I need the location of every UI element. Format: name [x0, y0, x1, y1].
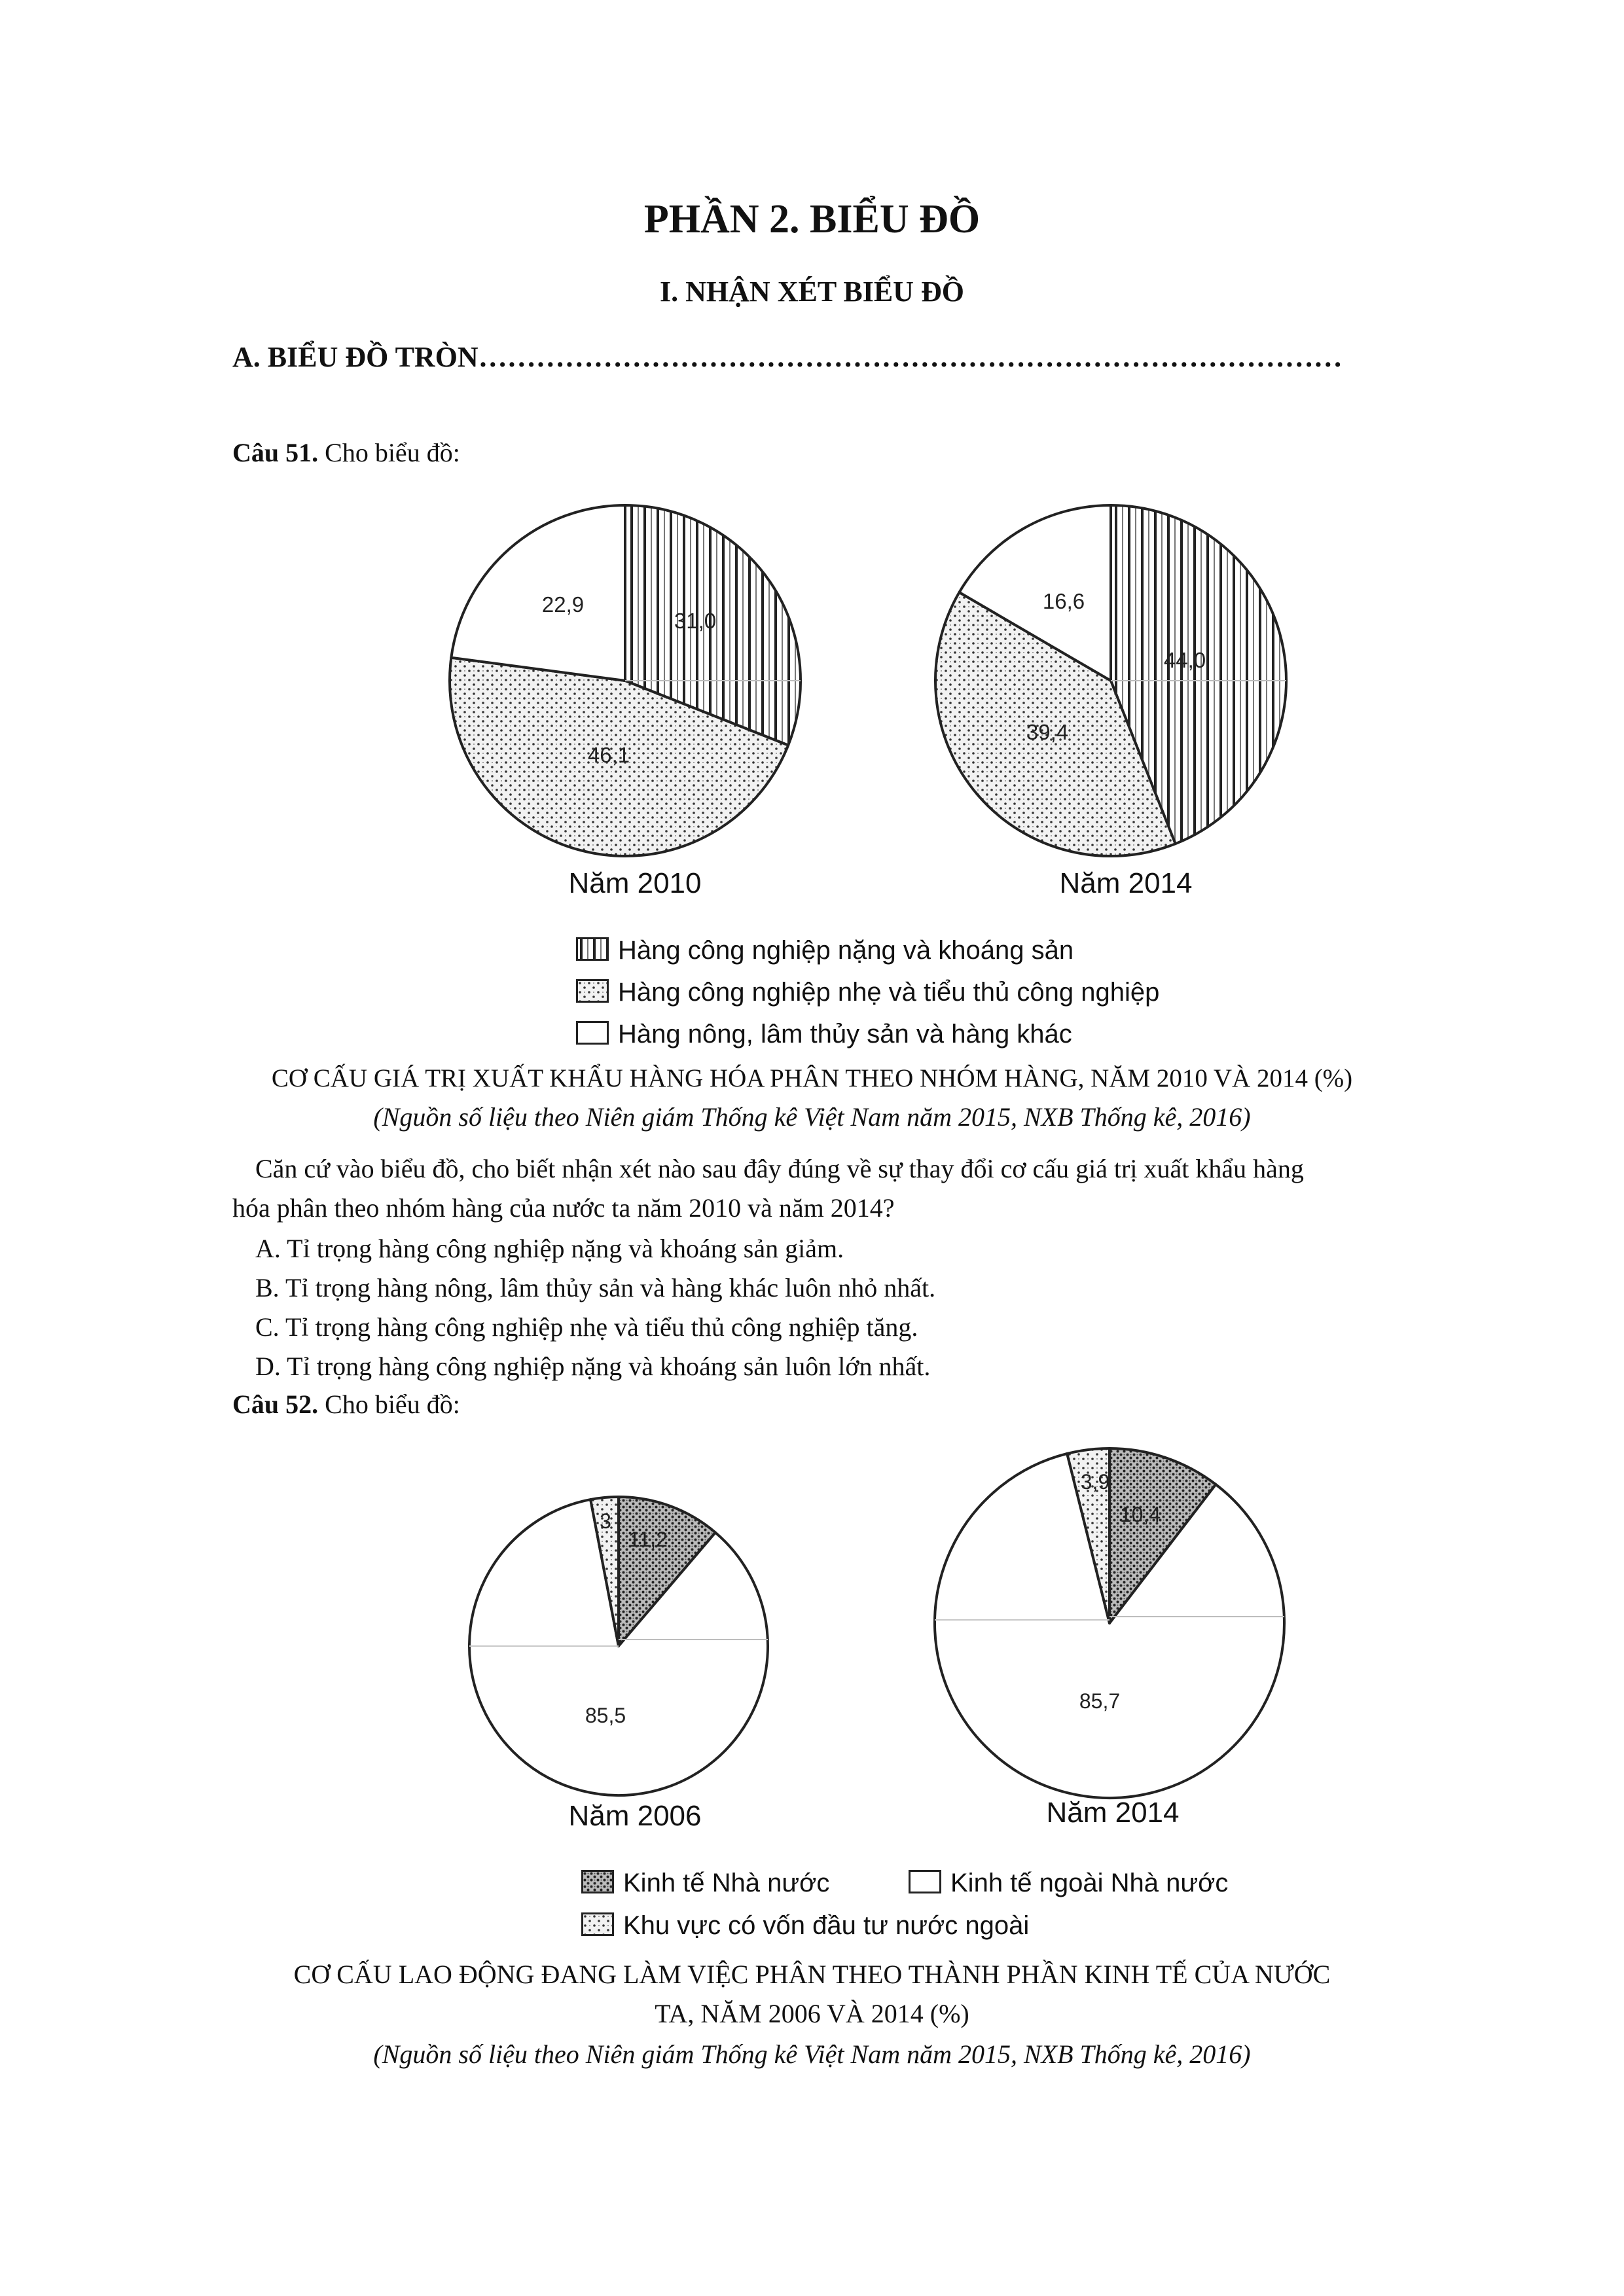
pie-chart-2006: [469, 1497, 768, 1795]
legend-swatch-dots: [576, 979, 609, 1003]
pie-data-label-2: 85,5: [585, 1704, 626, 1727]
q51-option-a[interactable]: A. Tỉ trọng hàng công nghiệp nặng và khoáng sản giảm.: [255, 1234, 844, 1263]
q51-option-c[interactable]: C. Tỉ trọng hàng công nghiệp nhẹ và tiểu thủ công nghiệp tăng.: [255, 1312, 918, 1342]
chart-title-2010: Năm 2010: [568, 867, 702, 899]
q52-legend-fdi: [581, 1911, 1029, 1941]
q51-caption: CƠ CẤU GIÁ TRỊ XUẤT KHẨU HÀNG HÓA PHÂN THEO NHÓM HÀNG, NĂM 2010 VÀ 2014 (%): [271, 1064, 1353, 1092]
q52-label: Câu 52.: [232, 1390, 319, 1419]
legend-swatch-dense: [581, 1870, 614, 1893]
pie-data-label-2: 46,1: [587, 743, 630, 767]
legend-swatch-dots: [581, 1912, 614, 1936]
q51-question-line2: hóa phân theo nhóm hàng của nước ta năm 2010 và năm 2014?: [232, 1193, 895, 1223]
chart-title-2014-labor: Năm 2014: [1046, 1797, 1180, 1829]
legend-swatch-blank: [576, 1021, 609, 1045]
q52-heading: [232, 1389, 460, 1420]
pie-data-label-3: 22,9: [541, 592, 585, 617]
q52-legend-state: [581, 1869, 829, 1898]
pie-data-label-1: 44,0: [1163, 648, 1206, 672]
q51-label: Câu 51.: [232, 438, 319, 467]
subsection-title-text: A. BIỂU ĐỒ TRÒN: [232, 341, 478, 373]
pie-chart-2014-labor: [935, 1448, 1284, 1798]
q52-intro: Cho biểu đồ:: [318, 1390, 460, 1419]
q52-source: (Nguồn số liệu theo Niên giám Thống kê Việt Nam năm 2015, NXB Thống kê, 2016): [373, 2039, 1251, 2069]
pie-data-label-1: 31,0: [674, 609, 717, 633]
chart-title-2006: Năm 2006: [568, 1800, 702, 1832]
legend-swatch-blank: [909, 1870, 941, 1893]
legend-label: Kinh tế ngoài Nhà nước: [950, 1869, 1229, 1897]
q51-question-line1: Căn cứ vào biểu đồ, cho biết nhận xét nào sau đây đúng về sự thay đổi cơ cấu giá trị xuất khẩu hàng: [255, 1154, 1304, 1183]
legend-label: Khu vực có vốn đầu tư nước ngoài: [623, 1911, 1030, 1940]
q51-option-d[interactable]: D. Tỉ trọng hàng công nghiệp nặng và khoáng sản luôn lớn nhất.: [255, 1352, 931, 1381]
q51-legend-agriculture: [576, 1020, 1072, 1049]
pie-chart-2014-export: [935, 505, 1286, 856]
q51-intro: Cho biểu đồ:: [318, 438, 460, 467]
legend-label: Kinh tế Nhà nước: [623, 1869, 830, 1897]
q52-caption-line1: CƠ CẤU LAO ĐỘNG ĐANG LÀM VIỆC PHÂN THEO THÀNH PHẦN KINH TẾ CỦA NƯỚC: [293, 1960, 1331, 1989]
pie-data-label-1: 11,2: [628, 1528, 668, 1551]
pie-data-label-1: 10,4: [1119, 1503, 1161, 1526]
q51-legend-heavy-industry: [576, 936, 1074, 965]
q51-source: (Nguồn số liệu theo Niên giám Thống kê Việt Nam năm 2015, NXB Thống kê, 2016): [373, 1102, 1251, 1132]
legend-label: Hàng nông, lâm thủy sản và hàng khác: [618, 1020, 1072, 1049]
section-title: I. NHẬN XÉT BIỂU ĐỒ: [660, 276, 964, 308]
subsection-dots: ………………………………………………………………………………: [478, 341, 1343, 373]
legend-swatch-vstripes: [576, 937, 609, 961]
pie-slice-3: [451, 505, 625, 681]
legend-label: Hàng công nghiệp nhẹ và tiểu thủ công nghiệp: [618, 978, 1160, 1007]
pie-data-label-3: 16,6: [1042, 589, 1085, 613]
pie-data-label-2: 39,4: [1026, 720, 1069, 744]
q52-caption-line2: TA, NĂM 2006 VÀ 2014 (%): [655, 1999, 969, 2028]
pie-data-label-2: 85,7: [1079, 1689, 1121, 1713]
part-title: PHẦN 2. BIỂU ĐỒ: [643, 197, 981, 242]
q51-legend-light-industry: [576, 978, 1159, 1007]
pie-data-label-3: 3: [600, 1509, 611, 1533]
pie-data-label-3: 3,9: [1080, 1470, 1110, 1494]
q52-legend-non-state: [909, 1869, 1228, 1898]
legend-label: Hàng công nghiệp nặng và khoáng sản: [618, 936, 1074, 965]
q51-option-b[interactable]: B. Tỉ trọng hàng nông, lâm thủy sản và hàng khác luôn nhỏ nhất.: [255, 1273, 936, 1302]
chart-title-2014-export: Năm 2014: [1059, 867, 1193, 899]
pie-chart-2010: [450, 505, 801, 856]
